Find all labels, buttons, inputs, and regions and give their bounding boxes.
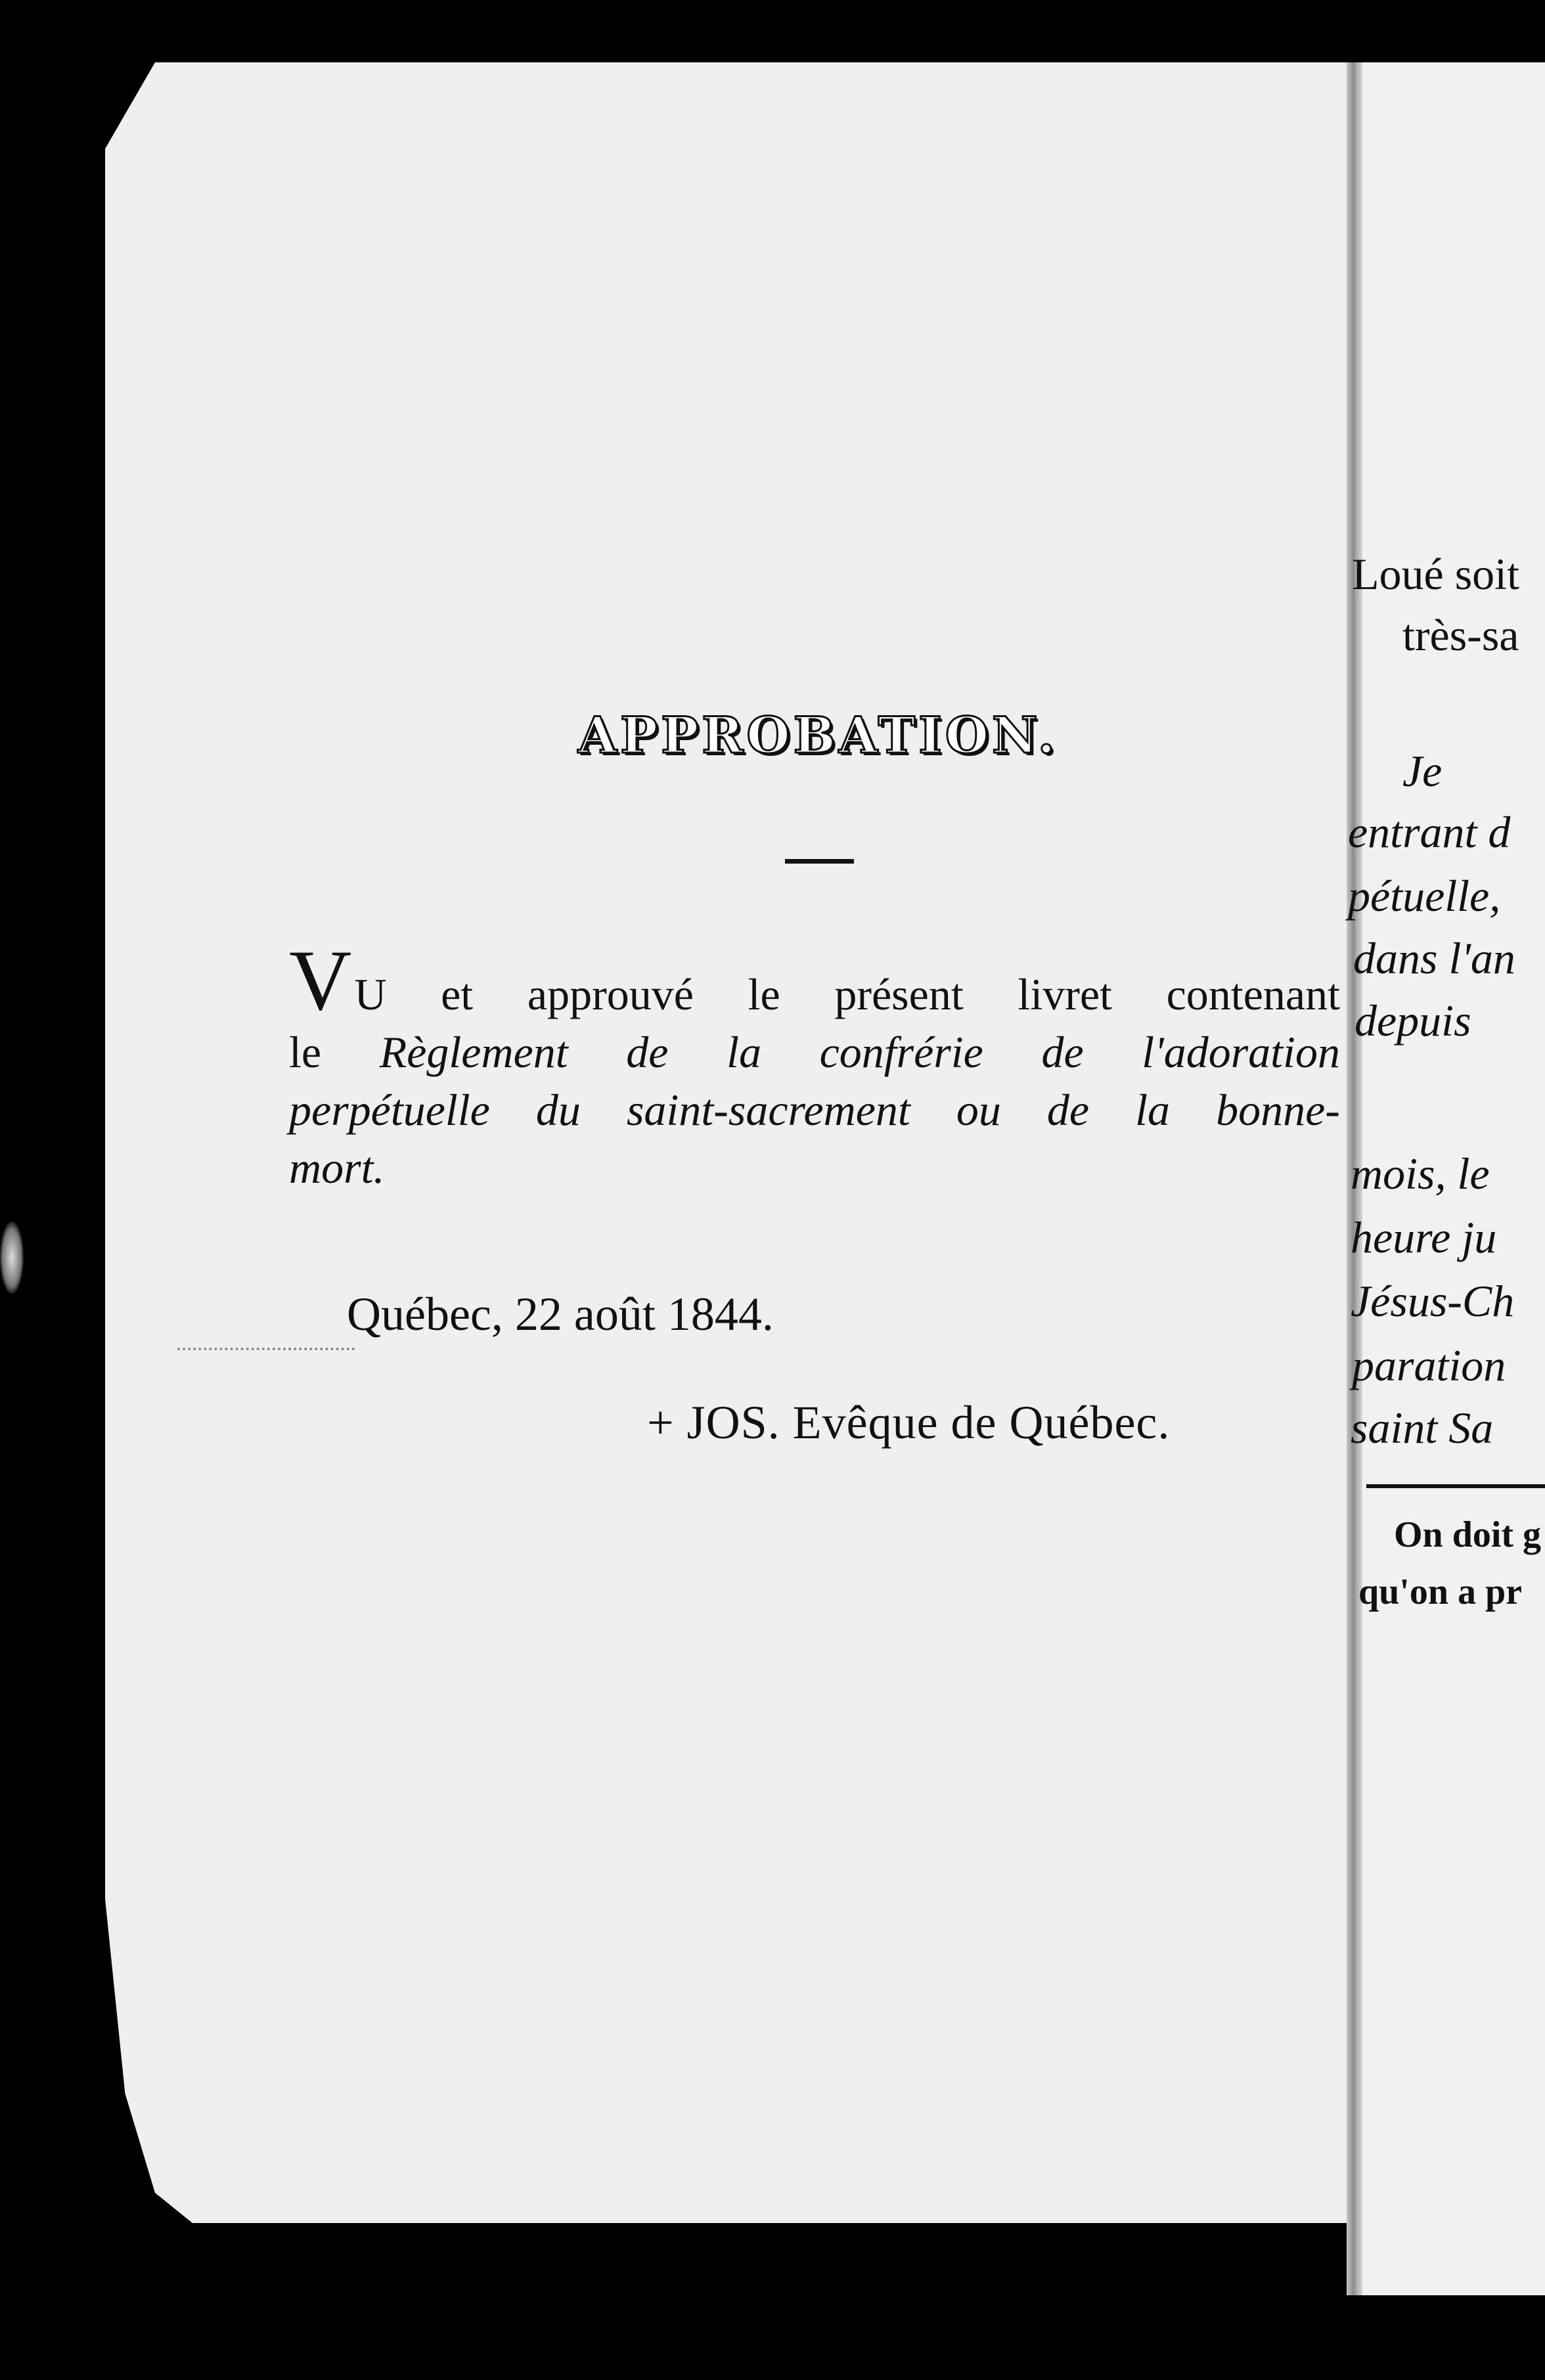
right-page-line: saint Sa xyxy=(1351,1403,1494,1453)
right-page-line: Jésus-Ch xyxy=(1351,1276,1515,1326)
body-word: et xyxy=(441,969,474,1019)
body-word: approuvé xyxy=(527,969,694,1019)
footnote-rule xyxy=(1366,1484,1545,1488)
approbation-title: APPROBATION. xyxy=(578,706,1059,764)
approbation-body xyxy=(289,932,1340,1197)
right-page-line: Loué soit xyxy=(1352,549,1519,599)
body-line-2 xyxy=(289,1023,1340,1081)
body-word: la xyxy=(727,1027,761,1077)
body-word: Règlement xyxy=(379,1027,568,1077)
dotted-mark xyxy=(177,1348,355,1350)
body-word: de xyxy=(1041,1027,1084,1077)
body-word: la xyxy=(1135,1085,1171,1135)
right-page-line: pétuelle, xyxy=(1348,871,1501,921)
body-line-4 xyxy=(289,1139,1340,1197)
right-page-line: dans l'an xyxy=(1353,933,1515,983)
body-word: présent xyxy=(834,969,964,1019)
body-word: contenant xyxy=(1166,969,1340,1019)
body-word: le xyxy=(748,969,780,1019)
body-word: U xyxy=(354,969,387,1019)
body-word: le xyxy=(289,1027,322,1077)
body-word: saint-sacrement xyxy=(626,1085,910,1135)
body-word: l'adoration xyxy=(1142,1027,1340,1077)
body-word: bonne- xyxy=(1216,1085,1340,1135)
body-line-3 xyxy=(289,1081,1340,1139)
body-word: ou xyxy=(956,1085,1001,1135)
page-edge-mark xyxy=(0,1222,24,1294)
right-page-line: très-sa xyxy=(1402,610,1519,660)
right-page-line: paration xyxy=(1352,1340,1506,1390)
body-word: mort. xyxy=(289,1143,385,1193)
right-page-line: depuis xyxy=(1355,996,1471,1046)
body-word: livret xyxy=(1018,969,1112,1019)
body-word: du xyxy=(535,1085,581,1135)
body-word: perpétuelle xyxy=(289,1085,490,1135)
title-dash-divider xyxy=(785,859,854,864)
right-page-line: heure ju xyxy=(1351,1212,1497,1262)
right-page-footnote: On doit g xyxy=(1394,1514,1542,1555)
right-page-line: entrant d xyxy=(1348,807,1511,857)
right-page-line: mois, le xyxy=(1351,1149,1490,1199)
body-word: confrérie xyxy=(819,1027,983,1077)
bishop-signature: + JOS. Evêque de Québec. xyxy=(647,1396,1171,1449)
place-date: Québec, 22 août 1844. xyxy=(347,1288,774,1340)
body-line-1 xyxy=(289,932,1340,1028)
body-word: de xyxy=(1046,1085,1090,1135)
dropcap-letter: V xyxy=(289,932,352,1028)
body-line-1-start xyxy=(289,932,387,1028)
right-page-line: Je xyxy=(1402,746,1443,796)
right-page-footnote: qu'on a pr xyxy=(1358,1572,1522,1612)
body-word: de xyxy=(626,1027,669,1077)
